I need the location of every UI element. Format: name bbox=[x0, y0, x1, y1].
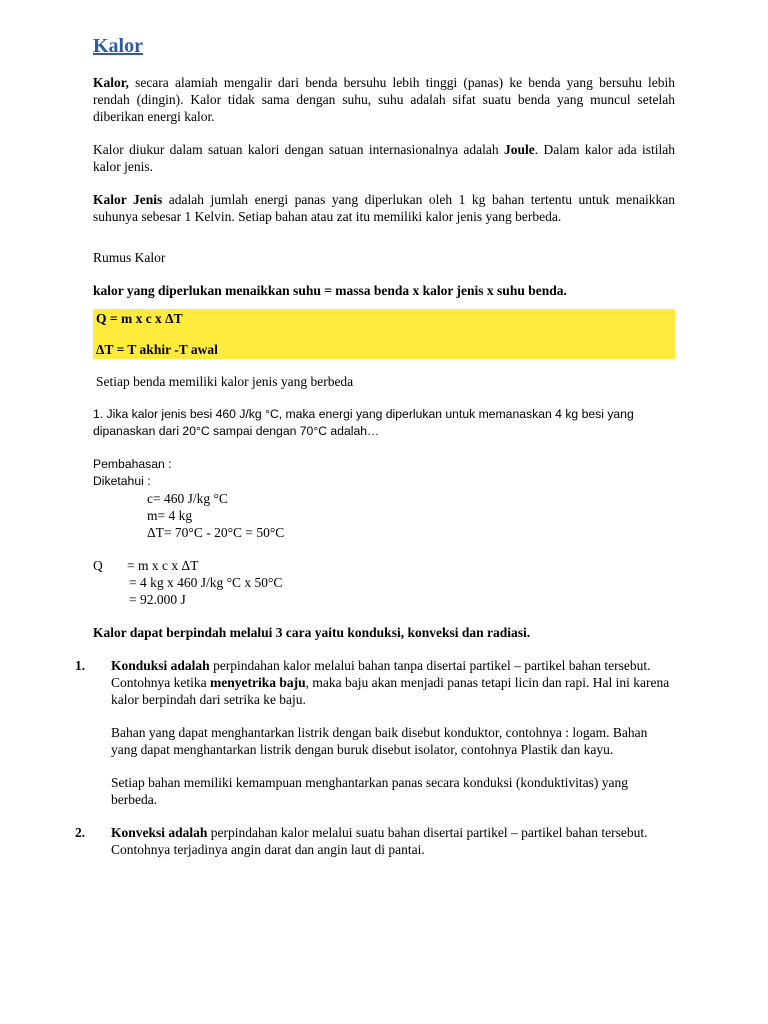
discussion-label: Pembahasan : bbox=[93, 457, 172, 471]
specific-heat-text: adalah jumlah energi panas yang diperlukan oleh 1 kg bahan tertentu untuk menaikkan suhunya sebesar 1 Kelvin. Setiap bahan atau zat itu memiliki kalor jenis yang berbeda. bbox=[93, 192, 675, 224]
conduction-example: menyetrika baju bbox=[209, 675, 306, 690]
known-label: Diketahui : bbox=[93, 474, 151, 488]
spacer bbox=[93, 225, 675, 249]
conductor-paragraph: Bahan yang dapat menghantarkan listrik dengan baik disebut konduktor, contohnya : logam. Bahan yang dapat menghantarkan listrik dengan buruk disebut isolator, contohnya Plastik dan kayu. bbox=[111, 725, 648, 757]
formula-box bbox=[93, 309, 675, 359]
list-item-conduction bbox=[75, 657, 675, 808]
list-number: 2. bbox=[75, 825, 86, 840]
units-joule: Joule bbox=[504, 142, 535, 157]
conduction-text bbox=[111, 657, 675, 708]
conduction-text-a: perpindahan kalor melalui bahan tanpa disertai partikel – partikel bahan tersebut. Contohnya ketika bbox=[111, 658, 651, 690]
solution-step-2: = 4 kg x 460 J/kg °C x 50°C bbox=[129, 575, 283, 590]
solution-row bbox=[93, 557, 675, 574]
specific-heat-paragraph bbox=[93, 191, 675, 225]
known-m: m= 4 kg bbox=[147, 508, 193, 523]
solution-step-1: = m x c x ΔT bbox=[127, 558, 199, 573]
intro-term: Kalor, bbox=[93, 75, 129, 90]
known-delta-t: ΔT= 70°C - 20°C = 50°C bbox=[147, 525, 285, 540]
conduction-text-c: , maka baju akan menjadi panas tetapi licin dan rapi. Hal ini karena kalor berpindah dari setrika ke baju. bbox=[111, 675, 670, 707]
formula-line-q: Q = m x c x ΔT bbox=[96, 311, 183, 326]
note-text: Setiap benda memiliki kalor jenis yang berbeda bbox=[96, 374, 354, 389]
known-c: c= 460 J/kg °C bbox=[147, 491, 228, 506]
example-question: 1. Jika kalor jenis besi 460 J/kg °C, maka energi yang diperlukan untuk memanaskan 4 kg besi yang dipanaskan dari 20°C sampai dengan 70°C adalah… bbox=[93, 407, 634, 438]
solution-block bbox=[93, 557, 675, 608]
intro-paragraph bbox=[93, 74, 675, 125]
solution-q-label: Q bbox=[93, 558, 103, 573]
list-number: 1. bbox=[75, 658, 86, 673]
transfer-heading-text: Kalor dapat berpindah melalui 3 cara yaitu konduksi, konveksi dan radiasi. bbox=[93, 625, 531, 640]
convection-term: Konveksi adalah bbox=[111, 825, 208, 840]
formula-heading: Rumus Kalor bbox=[93, 250, 166, 265]
methods-list bbox=[75, 657, 675, 858]
solution-step-3: = 92.000 J bbox=[129, 592, 186, 607]
convection-text bbox=[111, 824, 675, 858]
intro-text: secara alamiah mengalir dari benda bersuhu lebih tinggi (panas) ke benda yang bersuhu lebih rendah (dingin). Kalor tidak sama dengan suhu, suhu adalah sifat suatu benda yang muncul setelah diberikan energi kalor. bbox=[93, 75, 675, 124]
conductivity-paragraph: Setiap bahan memiliki kemampuan menghantarkan panas secara konduksi (konduktivitas) yang berbeda. bbox=[111, 775, 628, 807]
document-content bbox=[75, 33, 675, 874]
specific-heat-term: Kalor Jenis bbox=[93, 192, 163, 207]
page-title: Kalor bbox=[93, 35, 143, 57]
formula-statement-text: kalor yang diperlukan menaikkan suhu = massa benda x kalor jenis x suhu benda. bbox=[93, 283, 567, 298]
units-paragraph bbox=[93, 141, 675, 175]
formula-statement bbox=[93, 282, 675, 299]
units-post: . Dalam kalor ada istilah kalor jenis. bbox=[93, 142, 675, 174]
formula-line-delta-t: ΔT = T akhir -T awal bbox=[96, 342, 218, 357]
conduction-term: Konduksi adalah bbox=[111, 658, 210, 673]
transfer-heading bbox=[93, 624, 675, 641]
units-pre: Kalor diukur dalam satuan kalori dengan satuan internasionalnya adalah bbox=[93, 142, 504, 157]
list-item-convection bbox=[75, 824, 675, 858]
convection-text-a: perpindahan kalor melalui suatu bahan disertai partikel – partikel bahan tersebut. Contohnya terjadinya angin darat dan angin laut di pantai. bbox=[111, 825, 648, 857]
known-values bbox=[93, 490, 675, 541]
